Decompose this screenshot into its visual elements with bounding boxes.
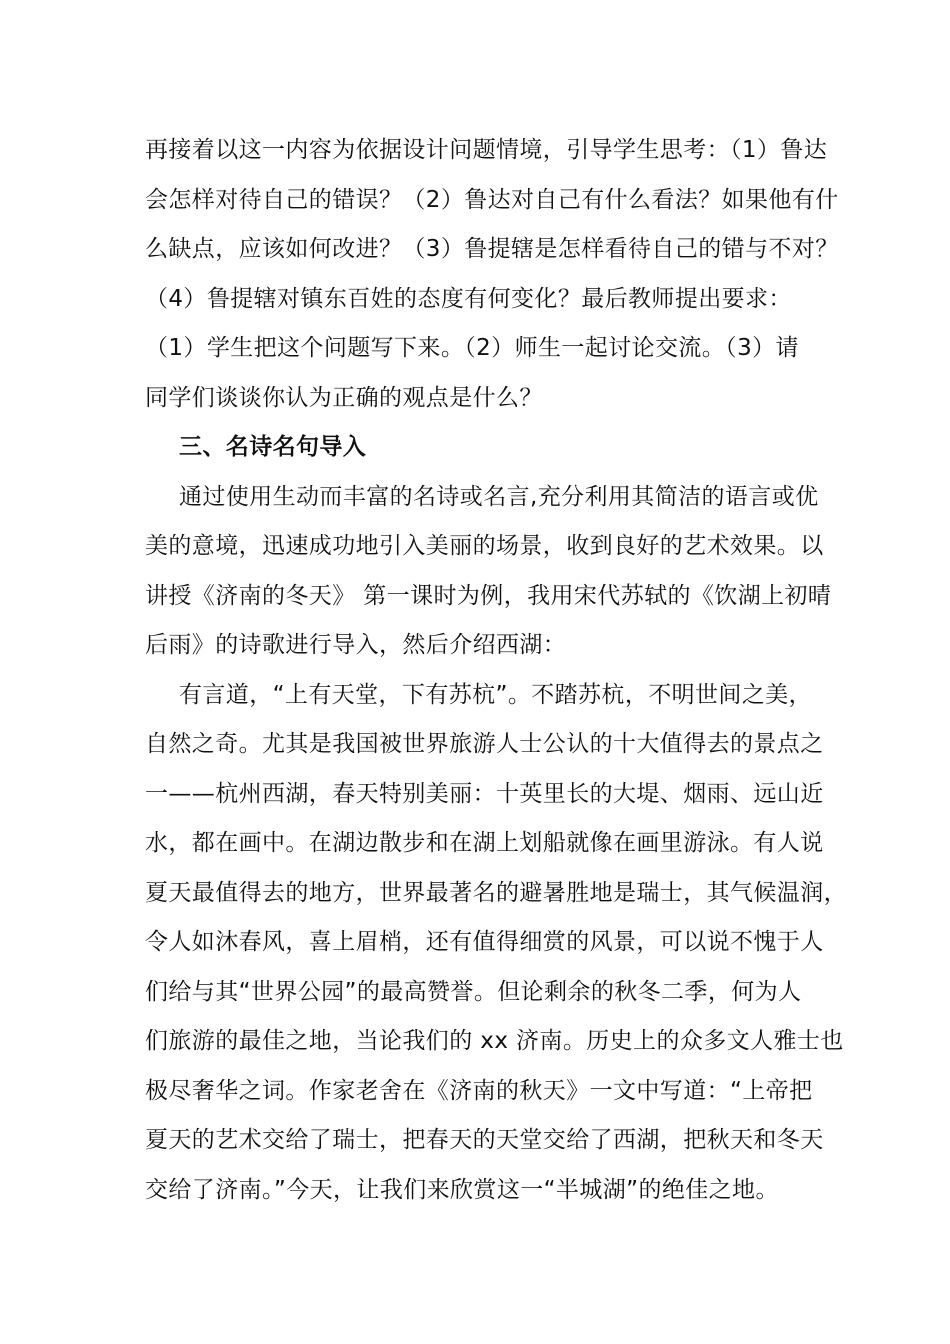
paragraph-line: 一——杭州西湖，春天特别美丽：十英里长的大堤、烟雨、远山近 (145, 780, 824, 807)
paragraph-line: 交给了济南。”今天，让我们来欣赏这一“半城湖”的绝佳之地。 (145, 1176, 779, 1203)
paragraph-line: （4）鲁提辖对镇东百姓的态度有何变化？最后教师提出要求： (145, 285, 792, 312)
paragraph-line: 令人如沐春风，喜上眉梢，还有值得细赏的风景，可以说不愧于人 (145, 929, 824, 955)
document-body (145, 126, 847, 1215)
paragraph-line: 自然之奇。尤其是我国被世界旅游人士公认的十大值得去的景点之 (145, 731, 824, 757)
paragraph-line: 夏天最值得去的地方，世界最著名的避暑胜地是瑞士，其气候温润， (145, 879, 847, 906)
section-heading: 三、名诗名句导入 (179, 434, 367, 460)
paragraph-line: 通过使用生动而丰富的名诗或名言,充分利用其简洁的语言或优 (179, 483, 819, 510)
paragraph-line: 夏天的艺术交给了瑞士，把春天的天堂交给了西湖，把秋天和冬天 (145, 1127, 824, 1153)
paragraph-line: 后雨》的诗歌进行导入，然后介绍西湖： (145, 632, 567, 658)
paragraph-line: 么缺点，应该如何改进？（3）鲁提辖是怎样看待自己的错与不对？ (145, 236, 839, 262)
paragraph-line: （1）学生把这个问题写下来。（2）师生一起讨论交流。（3）请 (145, 335, 799, 361)
paragraph-line: 会怎样对待自己的错误？（2）鲁达对自己有什么看法？如果他有什 (145, 186, 839, 213)
paragraph-line: 美的意境，迅速成功地引入美丽的场景，收到良好的艺术效果。以 (145, 533, 824, 559)
paragraph-line: 同学们谈谈你认为正确的观点是什么？ (145, 384, 543, 411)
paragraph-line: 极尽奢华之词。作家老舍在《济南的秋天》一文中写道：“上帝把 (145, 1077, 813, 1104)
paragraph-line: 再接着以这一内容为依据设计问题情境，引导学生思考：（1）鲁达 (145, 137, 828, 163)
paragraph-line: 水，都在画中。在湖边散步和在湖上划船就像在画里游泳。有人说 (145, 830, 824, 856)
paragraph-line: 讲授《济南的冬天》 第一课时为例，我用宋代苏轼的《饮湖上初晴 (145, 582, 832, 609)
paragraph-line: 们给与其“世界公园”的最高赞誉。但论剩余的秋冬二季，何为人 (145, 978, 802, 1005)
paragraph-line: 有言道，“上有天堂，下有苏杭”。不踏苏杭，不明世间之美， (179, 681, 813, 708)
paragraph-line: 们旅游的最佳之地，当论我们的 xx 济南。历史上的众多文人雅士也 (145, 1028, 844, 1054)
